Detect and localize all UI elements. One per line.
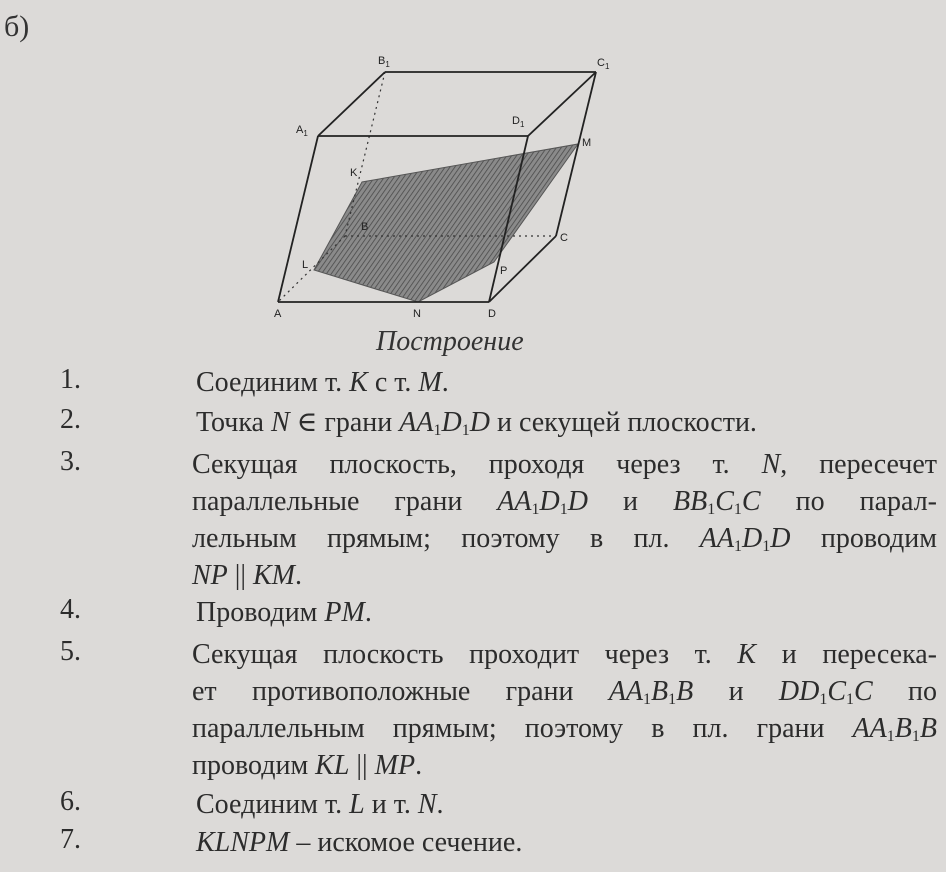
step-number: 6. xyxy=(60,786,81,817)
step-number: 2. xyxy=(60,404,81,435)
label-n: N xyxy=(413,308,421,320)
label-p: P xyxy=(500,265,508,277)
step-number: 4. xyxy=(60,594,81,625)
label-d1: $D_1$ xyxy=(512,115,525,129)
step-number: 5. xyxy=(60,636,81,667)
parallelepiped-figure xyxy=(262,40,622,330)
label-b: B xyxy=(361,221,369,233)
label-a1: $A_1$ xyxy=(296,124,308,138)
step-text: Соединим т. L и т. N. xyxy=(196,789,444,820)
step-text: Соединим т. K с т. M. xyxy=(196,367,449,398)
label-k: K xyxy=(350,167,358,179)
label-a: A xyxy=(274,308,282,320)
step-number: 1. xyxy=(60,364,81,395)
label-b1: $B_1$ xyxy=(378,55,390,69)
step-text: Точка N ∈ грани $AA_1D_1D$ и секущей плоскости. xyxy=(196,407,757,439)
label-d: D xyxy=(488,308,496,320)
label-l: L xyxy=(302,259,309,271)
label-m: M xyxy=(582,137,592,149)
figure-caption: Построение xyxy=(376,326,524,357)
step-text: KLNPM – искомое сечение. xyxy=(196,827,523,858)
step-number: 3. xyxy=(60,446,81,477)
label-c1: $C_1$ xyxy=(597,57,610,71)
step-text: Секущая плоскость, проходя через т. N, пересечет параллельные грани $AA_1D_1D$ и $BB_1C_1C$ по парал- лельным прямым; поэтому в пл. $AA_1D_1D$ проводим NP || KM. xyxy=(192,449,938,591)
label-c: C xyxy=(560,232,568,244)
part-label: б) xyxy=(4,10,30,43)
step-text: Проводим PM. xyxy=(196,597,372,628)
step-text: Секущая плоскость проходит через т. K и пересека- ет противоположные грани $AA_1B_1B$ и $DD_1C_1C$ по параллельным прямым; поэтому в пл. грани $AA_1B_1B$ проводим KL || MP. xyxy=(192,639,938,781)
step-number: 7. xyxy=(60,824,81,855)
